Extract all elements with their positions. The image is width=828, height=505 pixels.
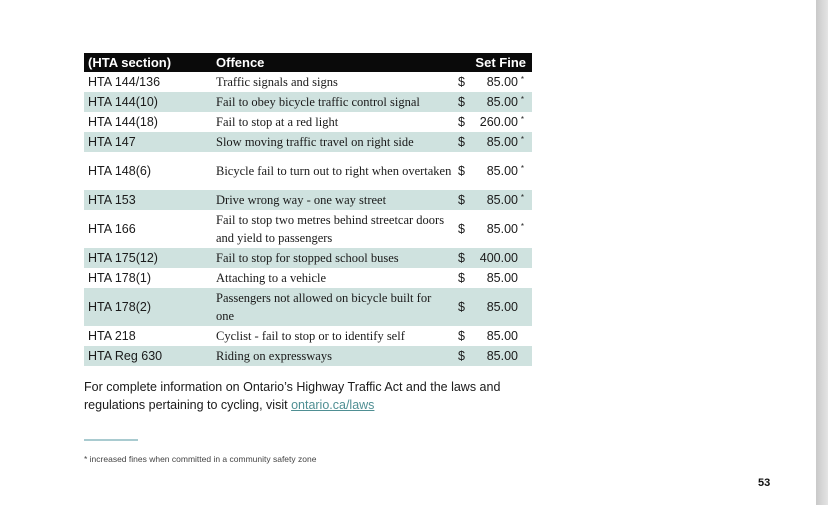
table-row — [84, 210, 532, 248]
row-fine — [452, 268, 532, 288]
row-currency: $ — [458, 300, 465, 314]
row-amount: 85.00 — [486, 95, 518, 109]
row-fine — [452, 288, 532, 326]
row-offence: Fail to stop two metres behind streetcar doors and yield to passengers — [216, 213, 445, 245]
row-currency: $ — [458, 135, 465, 149]
row-section: HTA 175(12) — [84, 248, 212, 268]
footnote-divider — [84, 439, 138, 441]
row-amount: 85.00 — [486, 135, 518, 149]
row-currency: $ — [458, 329, 465, 343]
table-row — [84, 268, 532, 288]
header-section: (HTA section) — [84, 53, 212, 72]
row-amount: 85.00 — [486, 75, 518, 89]
row-section: HTA 147 — [84, 132, 212, 152]
row-section: HTA 153 — [84, 190, 212, 210]
row-section: HTA 178(2) — [84, 288, 212, 326]
row-fine — [452, 92, 532, 112]
row-amount: 85.00 — [486, 349, 518, 363]
laws-link[interactable]: ontario.ca/laws — [291, 398, 375, 412]
row-mark: * — [520, 164, 524, 173]
row-amount: 85.00 — [486, 271, 518, 285]
row-currency: $ — [458, 95, 465, 109]
row-currency: $ — [458, 75, 465, 89]
row-currency: $ — [458, 115, 465, 129]
row-amount: 85.00 — [486, 329, 518, 343]
row-offence: Fail to stop for stopped school buses — [212, 248, 452, 268]
row-section: HTA 148(6) — [88, 164, 151, 178]
row-section: HTA 178(1) — [88, 271, 151, 285]
row-fine — [452, 72, 532, 92]
row-section: HTA 144(18) — [88, 115, 158, 129]
footer-text: For complete information on Ontario’s Highway Traffic Act and the laws and regulations pertaining to cycling, visit — [84, 380, 501, 412]
row-section: HTA 166 — [88, 222, 136, 236]
table-row — [84, 152, 532, 190]
row-offence: Fail to stop at a red light — [216, 115, 339, 129]
row-fine — [452, 326, 532, 346]
header-offence: Offence — [212, 53, 452, 72]
row-fine — [452, 152, 532, 190]
row-offence: Slow moving traffic travel on right side — [212, 132, 452, 152]
fines-table — [84, 53, 532, 366]
row-mark: * — [520, 95, 524, 104]
row-offence: Traffic signals and signs — [216, 75, 338, 89]
footnote: * increased fines when committed in a community safety zone — [84, 454, 317, 464]
row-section: HTA 144/136 — [88, 75, 161, 89]
row-currency: $ — [458, 164, 465, 178]
row-fine — [452, 112, 532, 132]
table-row — [84, 132, 532, 152]
footer-paragraph — [84, 378, 504, 414]
row-amount: 85.00 — [486, 193, 518, 207]
table-row — [84, 248, 532, 268]
row-offence: Drive wrong way - one way street — [212, 190, 452, 210]
row-amount: 85.00 — [486, 164, 518, 178]
header-set-fine: Set Fine — [452, 53, 532, 72]
row-mark: * — [520, 115, 524, 124]
row-fine — [452, 132, 532, 152]
row-fine — [452, 190, 532, 210]
row-amount: 85.00 — [486, 222, 518, 236]
table-row — [84, 288, 532, 326]
row-mark: * — [520, 193, 524, 202]
row-offence: Riding on expressways — [212, 346, 452, 366]
table-row — [84, 112, 532, 132]
table-row — [84, 72, 532, 92]
table-row — [84, 346, 532, 366]
row-currency: $ — [458, 193, 465, 207]
row-mark: * — [520, 222, 524, 231]
page-edge-shadow — [816, 0, 828, 505]
row-fine — [452, 346, 532, 366]
row-offence: Fail to obey bicycle traffic control signal — [212, 92, 452, 112]
page-number: 53 — [758, 477, 771, 489]
row-currency: $ — [458, 222, 465, 236]
row-section: HTA 218 — [88, 329, 136, 343]
row-section: HTA Reg 630 — [84, 346, 212, 366]
row-currency: $ — [458, 251, 465, 265]
table-row — [84, 92, 532, 112]
table-row — [84, 326, 532, 346]
row-offence: Cyclist - fail to stop or to identify self — [216, 329, 405, 343]
row-offence: Attaching to a vehicle — [216, 271, 327, 285]
row-fine — [452, 210, 532, 248]
row-amount: 85.00 — [486, 300, 518, 314]
row-mark: * — [520, 75, 524, 84]
row-currency: $ — [458, 271, 465, 285]
row-offence: Bicycle fail to turn out to right when overtaken — [216, 164, 452, 178]
row-currency: $ — [458, 349, 465, 363]
row-fine — [452, 248, 532, 268]
row-mark: * — [520, 135, 524, 144]
table-row — [84, 190, 532, 210]
row-section: HTA 144(10) — [84, 92, 212, 112]
row-amount: 400.00 — [479, 251, 518, 265]
row-amount: 260.00 — [479, 115, 518, 129]
table-header-row — [84, 53, 532, 72]
row-offence: Passengers not allowed on bicycle built for one — [212, 288, 452, 326]
